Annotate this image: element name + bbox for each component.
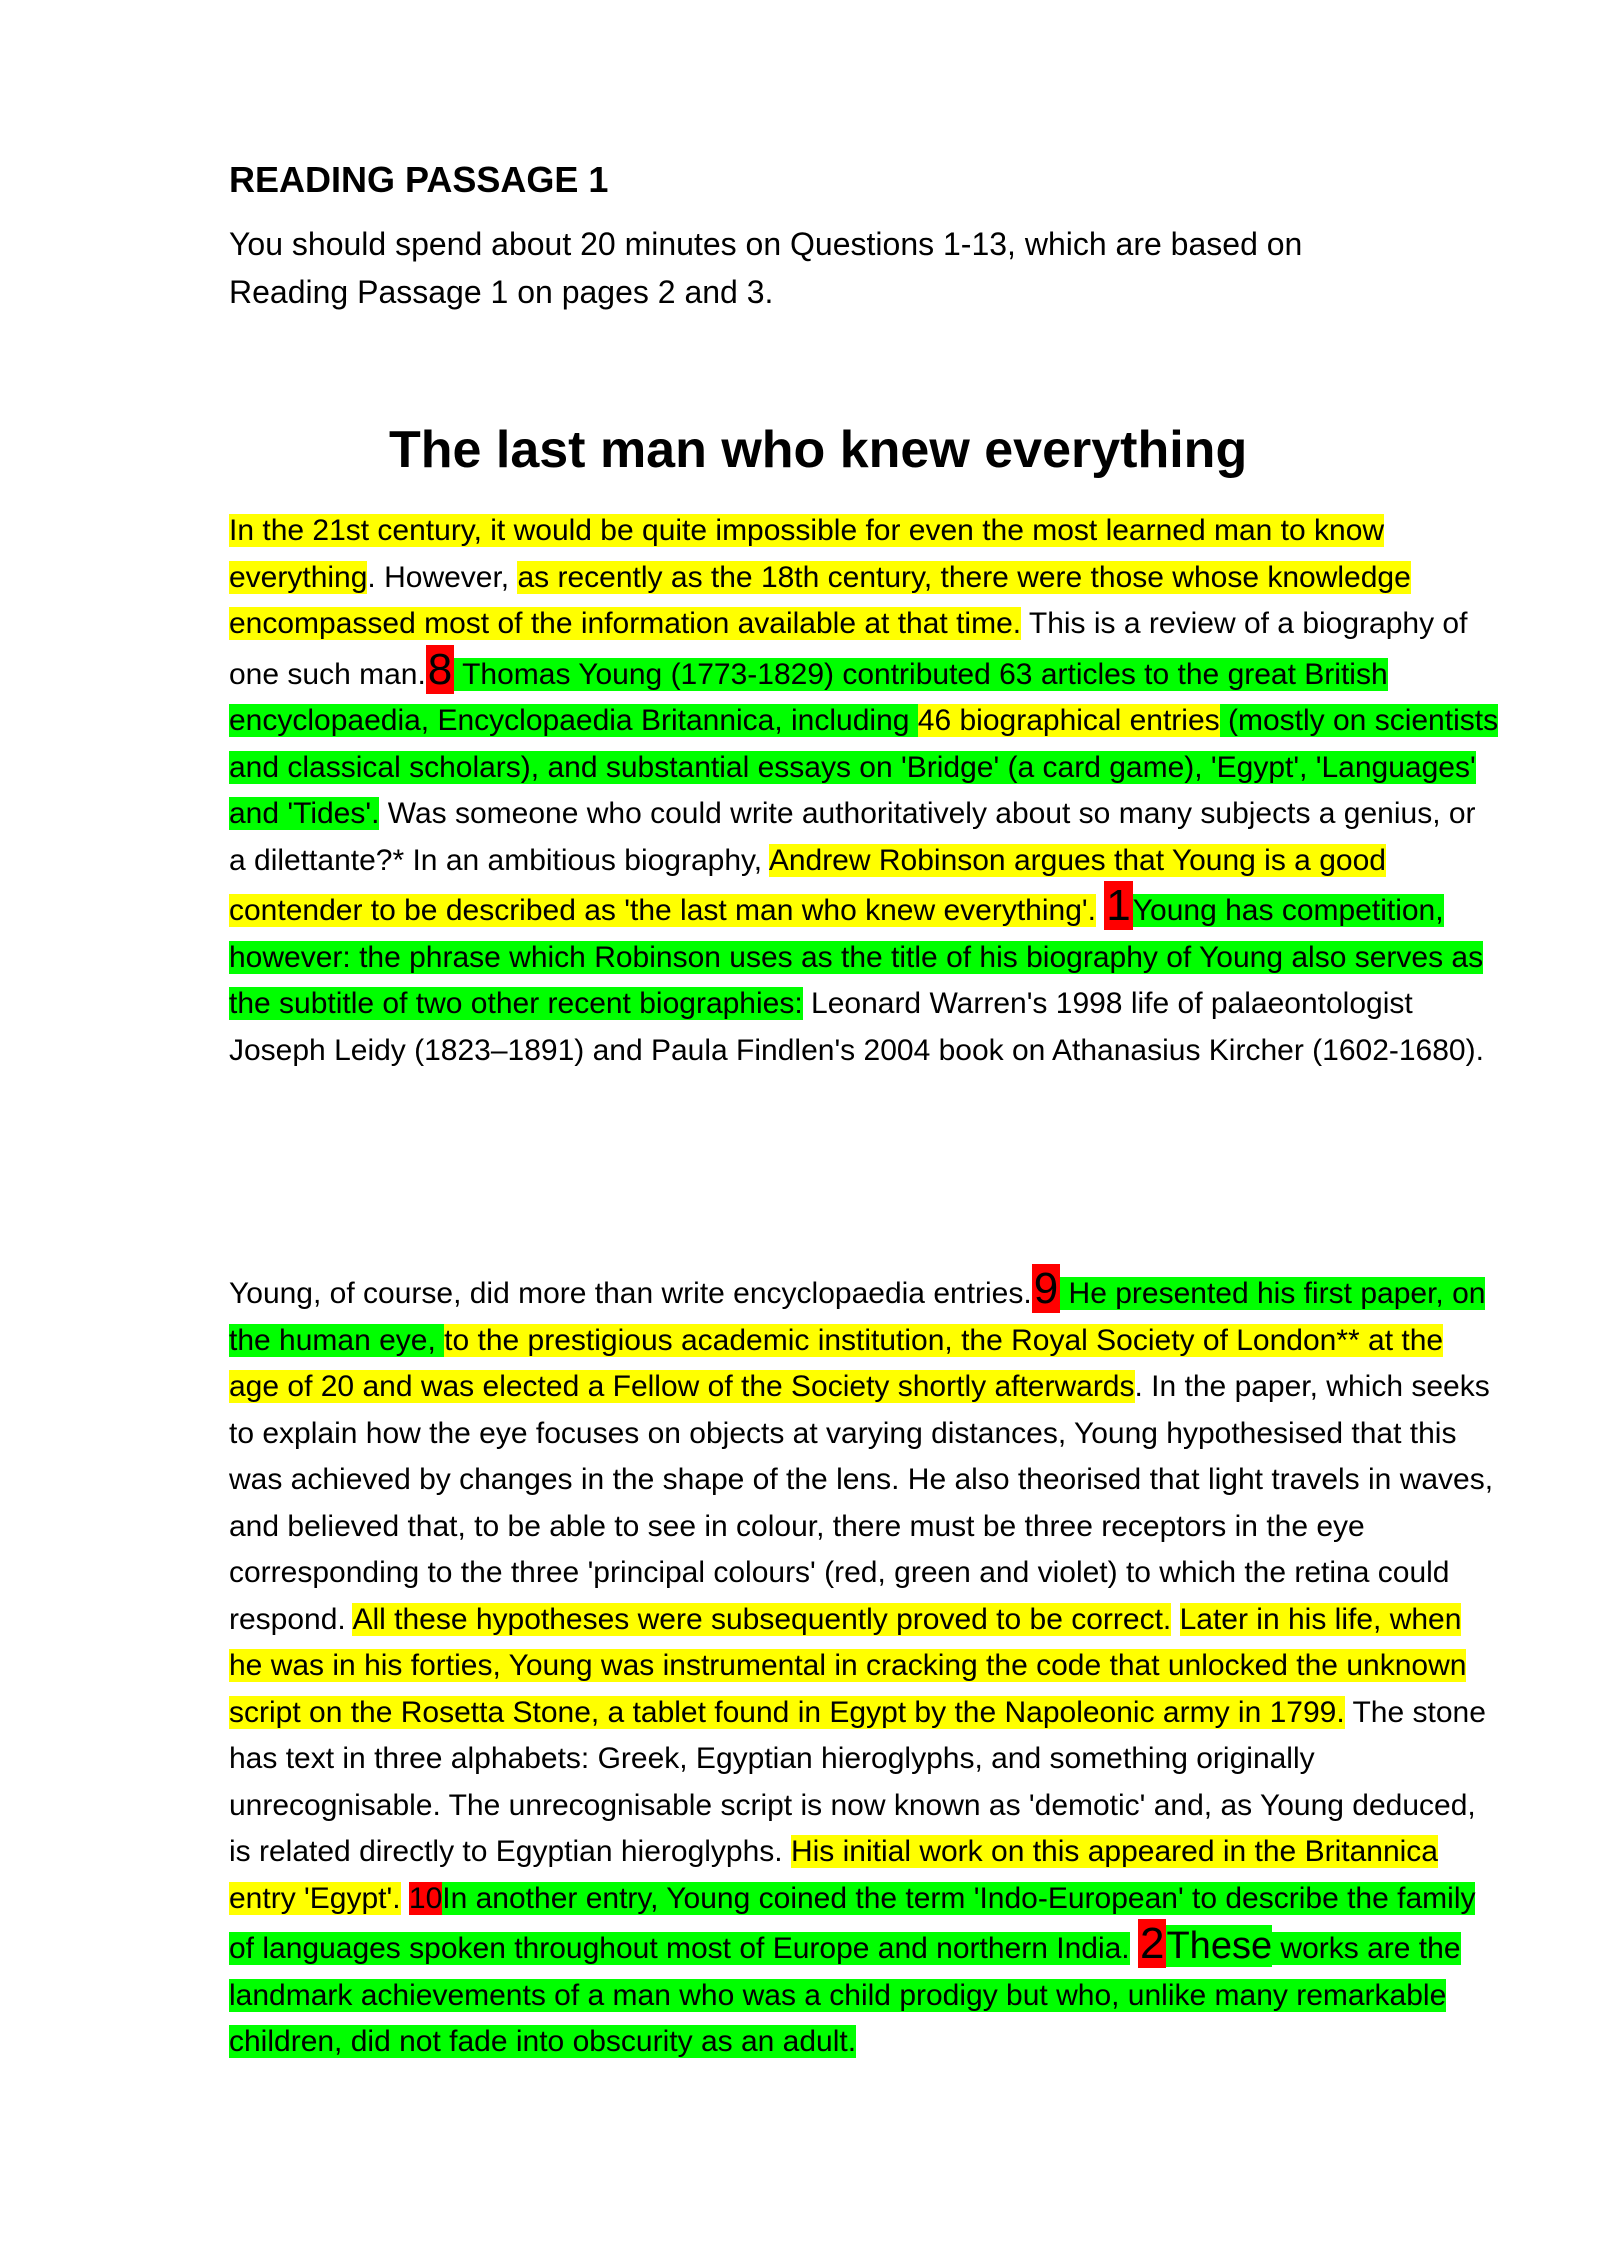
plain-text: . In the paper, which seeks to explain how the eye focuses on objects at varying distances, Young hypothesised that this was achieved by changes in the shape of the lens. He also theorised that light travels in waves, and believed that, to be able to see in colour, there must be three receptors in the eye corresponding to the three 'principal colours' (red, green and violet) to which the retina could respond. — [229, 1370, 1494, 1636]
highlight-green: These — [1166, 1925, 1273, 1967]
highlight-green: He presented his first paper, on the human eye, — [229, 1277, 1486, 1357]
plain-text: Young, of course, did more than write encyclopaedia entries. — [229, 1277, 1032, 1310]
plain-text: The stone has text in three alphabets: Greek, Egyptian hieroglyphs, and something originally unrecognisable. The unrecognisable script is now known as 'demotic' and, as Young deduced, is related directly to Egyptian hieroglyphs. — [229, 1695, 1486, 1868]
highlight-green: In another entry, Young coined the term 'Indo-European' to describe the family of languages spoken throughout most of Europe and northern India. — [229, 1881, 1476, 1965]
question-marker-10: 10 — [408, 1881, 443, 1915]
highlight-yellow: All these hypotheses were subsequently proved to be correct. — [352, 1602, 1172, 1636]
highlight-yellow: In the 21st century, it would be quite impossible for even the most learned man to know everything — [229, 514, 1385, 594]
plain-text — [1171, 1603, 1179, 1636]
highlight-green: works are the landmark achievements of a man who was a child prodigy but who, unlike many remarkable children, did not fade into obscurity as an adult. — [229, 1932, 1461, 2058]
highlight-green: Thomas Young (1773-1829) contributed 63 articles to the great British encyclopaedia, Encyclopaedia Britannica, including — [229, 657, 1388, 737]
highlight-yellow: His initial work on this appeared in the Britannica entry 'Egypt'. — [229, 1835, 1438, 1915]
highlight-green: Young has competition, however: the phrase which Robinson uses as the title of his biography of Young also serves as the subtitle of two other recent biographies: — [229, 894, 1484, 1020]
highlight-yellow: as recently as the 18th century, there were those whose knowledge encompassed most of the information available at that time. — [229, 560, 1411, 640]
plain-text: This is a review of a biography of one such man. — [229, 607, 1468, 691]
document-page — [229, 150, 1529, 2058]
highlight-yellow: 46 biographical entries — [917, 704, 1220, 737]
passage-heading: READING PASSAGE 1 — [229, 159, 609, 200]
plain-text: Leonard Warren's 1998 life of palaeontologist Joseph Leidy (1823–1891) and Paula Findlen's 2004 book on Athanasius Kircher (1602-1680). — [229, 987, 1484, 1067]
instructions-text: You should spend about 20 minutes on Questions 1-13, which are based on Reading Passage 1 on pages 2 and 3. — [229, 226, 1303, 310]
question-marker-1: 1 — [1106, 881, 1131, 930]
question-marker-8: 8 — [427, 644, 453, 694]
passage-title: The last man who knew everything — [389, 421, 1248, 479]
paragraph-2 — [229, 1264, 1499, 2066]
paragraph-1 — [229, 508, 1499, 1074]
plain-text: Was someone who could write authoritatively about so many subjects a genius, or a dilettante?* In an ambitious biography, — [229, 797, 1476, 877]
highlight-yellow: to the prestigious academic institution, the Royal Society of London** at the age of 20 and was elected a Fellow of the Society shortly afterwards — [229, 1323, 1444, 1403]
plain-text — [401, 1882, 409, 1915]
highlight-green: (mostly on scientists and classical scholars), and substantial essays on 'Bridge' (a card game), 'Egypt', 'Languages' and 'Tides'. — [229, 704, 1499, 830]
plain-text: . However, — [367, 560, 518, 594]
highlight-yellow: Andrew Robinson argues that Young is a good contender to be described as 'the last man who knew everything'. — [229, 843, 1386, 927]
question-marker-2: 2 — [1139, 1919, 1165, 1968]
plain-text — [1130, 1932, 1138, 1965]
highlight-yellow: Later in his life, when he was in his forties, Young was instrumental in cracking the code that unlocked the unknown script on the Rosetta Stone, a tablet found in Egypt by the Napoleonic army in 1799. — [229, 1602, 1467, 1729]
question-marker-9: 9 — [1033, 1264, 1059, 1313]
